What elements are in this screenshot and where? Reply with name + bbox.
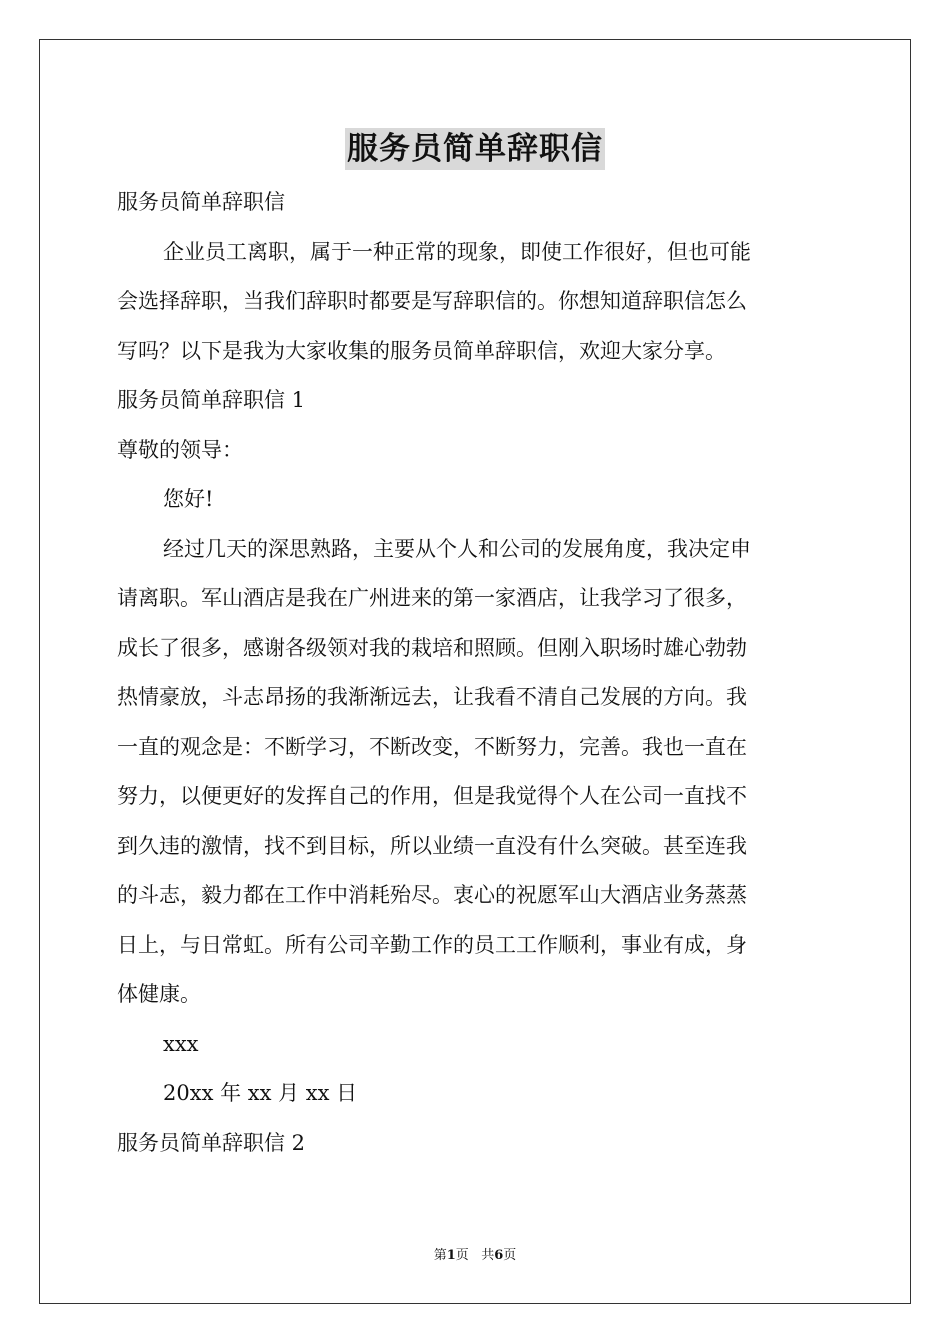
document-body [117,178,835,1168]
text-line: 写吗？以下是我为大家收集的服务员简单辞职信，欢迎大家分享。 [117,338,726,363]
footer-page-unit: 页 [455,1248,469,1263]
text-line: 成长了很多，感谢各级领对我的栽培和照顾。但刚入职场时雄心勃勃 [117,635,747,660]
title-wrap [0,128,950,170]
text-line: 经过几天的深思熟路，主要从个人和公司的发展角度，我决定申 [163,536,751,561]
text-line: 到久违的激情，找不到目标，所以业绩一直没有什么突破。甚至连我 [117,833,747,858]
document-title: 服务员简单辞职信 [345,128,605,170]
text-line: 体健康。 [117,982,201,1006]
text-line: 热情豪放，斗志昂扬的我渐渐远去，让我看不清自己发展的方向。我 [117,685,747,709]
page-footer [0,1246,950,1266]
footer-page-number: 1 [446,1248,456,1263]
text-line: 请离职。军山酒店是我在广州进来的第一家酒店，让我学习了很多， [117,586,747,610]
text-line: 会选择辞职，当我们辞职时都要是写辞职信的。你想知道辞职信怎么 [117,289,747,313]
footer-prefix: 第 [433,1248,447,1263]
section-heading: 服务员简单辞职信 1 [117,388,306,412]
footer-total-pages: 6 [494,1248,504,1263]
footer-total-prefix: 共 [481,1248,495,1263]
footer-total-unit: 页 [503,1248,517,1263]
salutation: 尊敬的领导： [117,437,243,462]
greeting: 您好! [163,487,214,511]
section-heading: 服务员简单辞职信 2 [117,1130,306,1155]
date-line: 20xx 年 xx 月 xx 日 [163,1081,358,1105]
text-line: 服务员简单辞职信 [117,190,285,214]
text-line: 日上，与日常虹。所有公司辛勤工作的员工工作顺利，事业有成，身 [117,932,747,957]
text-line: 努力，以便更好的发挥自己的作用，但是我觉得个人在公司一直找不 [117,784,747,808]
signature: xxx [163,1031,199,1056]
text-line: 的斗志，毅力都在工作中消耗殆尽。衷心的祝愿军山大酒店业务蒸蒸 [117,883,747,907]
text-line: 一直的观念是：不断学习，不断改变，不断努力，完善。我也一直在 [117,734,747,759]
text-line: 企业员工离职，属于一种正常的现象，即使工作很好，但也可能 [163,239,751,264]
